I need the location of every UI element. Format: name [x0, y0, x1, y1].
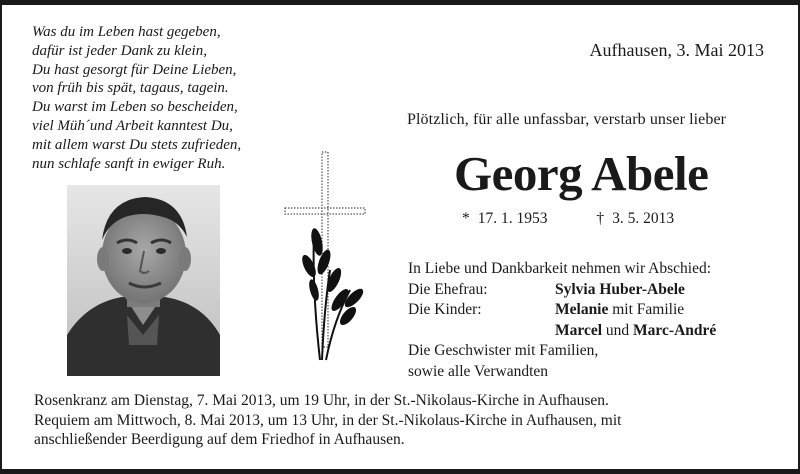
birth-date: 17. 1. 1953 — [477, 210, 548, 227]
child-name: Marc-André — [633, 321, 717, 339]
relatives-row: sowie alle Verwandten — [408, 362, 549, 380]
cross-with-wheat-icon — [284, 150, 384, 365]
death-cross-icon: † — [596, 210, 605, 227]
life-dates — [462, 210, 674, 228]
children-row — [408, 300, 716, 321]
portrait-photo — [67, 185, 220, 376]
service-line: anschließender Beerdigung auf dem Friedhof in Aufhausen. — [34, 431, 405, 448]
death-announcement: Plötzlich, für alle unfassbar, verstarb unser lieber — [407, 111, 727, 128]
poem-line: nun schlafe sanft in ewiger Ruh. — [32, 155, 226, 172]
death-date-group — [596, 210, 674, 228]
poem-line: viel Müh´und Arbeit kanntest Du, — [32, 117, 233, 134]
children-label: Die Kinder: — [408, 301, 482, 318]
funeral-services — [34, 391, 621, 450]
poem-line: von früh bis spät, tagaus, tagein. — [32, 80, 229, 97]
conjunction: und — [605, 321, 630, 339]
deceased-name: Georg Abele — [454, 146, 709, 201]
child-name: Marcel — [555, 321, 603, 339]
service-line: Rosenkranz am Dienstag, 7. Mai 2013, um 19 Uhr, in der St.-Nikolaus-Kirche in Aufhausen. — [34, 392, 609, 409]
birth-date-group — [462, 210, 548, 228]
spouse-name: Sylvia Huber-Abele — [555, 280, 685, 298]
poem-line: Du warst im Leben so bescheiden, — [32, 99, 238, 116]
mourners-list — [408, 259, 716, 382]
children-row-2 — [408, 321, 716, 342]
child-suffix: mit Familie — [612, 301, 685, 318]
birth-star-icon: * — [462, 210, 470, 227]
memorial-poem — [32, 23, 241, 173]
poem-line: Was du im Leben hast gegeben, — [32, 24, 221, 40]
service-line: Requiem am Mittwoch, 8. Mai 2013, um 13 Uhr, in der St.-Nikolaus-Kirche in Aufhausen, mit — [34, 411, 622, 429]
death-date: 3. 5. 2013 — [612, 210, 675, 227]
poem-line: Du hast gesorgt für Deine Lieben, — [32, 61, 237, 78]
poem-line: dafür ist jeder Dank zu klein, — [32, 42, 207, 59]
spouse-label: Die Ehefrau: — [408, 280, 488, 298]
child-name: Melanie — [555, 301, 609, 318]
poem-line: mit allem warst Du stets zufrieden, — [32, 136, 242, 153]
mourners-intro: In Liebe und Dankbarkeit nehmen wir Abschied: — [408, 260, 712, 277]
siblings-row: Die Geschwister mit Familien, — [408, 342, 599, 359]
place-and-date: Aufhausen, 3. Mai 2013 — [589, 40, 764, 60]
spouse-row — [408, 280, 716, 301]
